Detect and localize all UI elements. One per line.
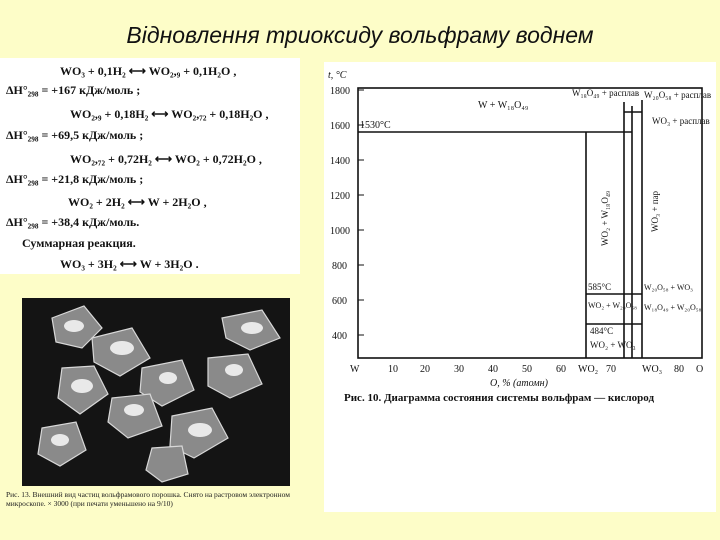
reaction-1: WO₃ + 0,1H₂ ⟷ WO₂,₉ + 0,1H₂O ,: [60, 64, 237, 78]
equations-panel: [0, 58, 300, 274]
slide-title: Відновлення триоксиду вольфраму воднем: [126, 22, 594, 48]
label-585: 585°C: [588, 282, 612, 292]
y-ticks: [330, 86, 364, 342]
x-tick-label: 40: [488, 364, 498, 375]
y-tick-label: 1800: [330, 86, 350, 97]
y-tick-label: 1400: [330, 156, 350, 167]
x-tick-label: WO₂: [578, 364, 599, 375]
label-484: 484°C: [590, 326, 614, 336]
label-wo2-wo3: WO₂ + WO₃: [590, 340, 636, 350]
label-w20-wo3: W₂₀O₅₈ + WO₃: [644, 283, 693, 292]
enthalpy-3: ΔH°₂₉₈ = +21,8 кДж/моль ;: [6, 172, 144, 186]
label-wo3-liquid: WO₃ + расплав: [652, 116, 710, 126]
x-ticks: [350, 364, 703, 375]
label-w18-w20: W₁₈O₄₉ + W₂₀O₅₈: [644, 303, 702, 312]
x-axis-label: O, % (атомн): [490, 378, 548, 389]
y-tick-label: 600: [332, 296, 347, 307]
photo-caption: Рис. 13. Внешний вид частиц вольфрамового порошка. Снято на растровом электронном микроскопе. × 3000 (при печати уменьшено на 9/10): [6, 490, 290, 508]
x-tick-label: WO₃: [642, 364, 663, 375]
tungsten-particles-image: [22, 298, 290, 486]
label-w20-liquid: W₂₀O₅₈ + расплав: [644, 90, 712, 100]
reaction-2: WO₂,₉ + 0,18H₂ ⟷ WO₂,₇₂ + 0,18H₂O ,: [70, 107, 269, 121]
label-wo2-w20: WO₂ + W₂₀O₅₈: [588, 301, 637, 310]
x-tick-label: 30: [454, 364, 464, 375]
reaction-3: WO₂,₇₂ + 0,72H₂ ⟷ WO₂ + 0,72H₂O ,: [70, 152, 262, 166]
x-tick-label: 20: [420, 364, 430, 375]
y-tick-label: 1000: [330, 226, 350, 237]
enthalpy-1: ΔH°₂₉₈ = +167 кДж/моль ;: [6, 83, 141, 97]
y-tick-label: 1600: [330, 121, 350, 132]
x-tick-label: W: [350, 364, 360, 375]
y-tick-label: 800: [332, 261, 347, 272]
sem-micrograph: [22, 298, 290, 486]
enthalpy-2: ΔH°₂₉₈ = +69,5 кДж/моль ;: [6, 128, 144, 142]
label-wo2-w18: WO₂ + W₁₈O₄₉: [600, 190, 610, 246]
y-axis-label: t, °C: [328, 70, 347, 81]
x-tick-label: 60: [556, 364, 566, 375]
x-tick-label: 10: [388, 364, 398, 375]
phase-diagram: [324, 62, 716, 392]
label-1530: 1530°C: [360, 120, 391, 131]
y-tick-label: 1200: [330, 191, 350, 202]
summary-reaction: WO₃ + 3H₂ ⟷ W + 3H₂O .: [60, 257, 199, 271]
diagram-caption: Рис. 10. Диаграмма состояния системы вольфрам — кислород: [344, 392, 655, 404]
y-tick-label: 400: [332, 331, 347, 342]
x-tick-label: 50: [522, 364, 532, 375]
diagram-lower-area: [324, 412, 716, 512]
phase-diagram-panel: [324, 62, 716, 412]
x-tick-label: 80: [674, 364, 684, 375]
reaction-4: WO₂ + 2H₂ ⟷ W + 2H₂O ,: [68, 195, 207, 209]
x-tick-label: 70: [606, 364, 616, 375]
label-wo3-vapor: WO₃ + пар: [650, 190, 660, 232]
summary-label: Суммарная реакция.: [22, 236, 136, 250]
enthalpy-4: ΔH°₂₉₈ = +38,4 кДж/моль.: [6, 215, 140, 229]
label-w18-liquid: W₁₈O₄₉ + расплав: [572, 88, 640, 98]
label-w-w18: W + W₁₈O₄₉: [478, 100, 529, 111]
x-tick-label: O: [696, 364, 704, 375]
